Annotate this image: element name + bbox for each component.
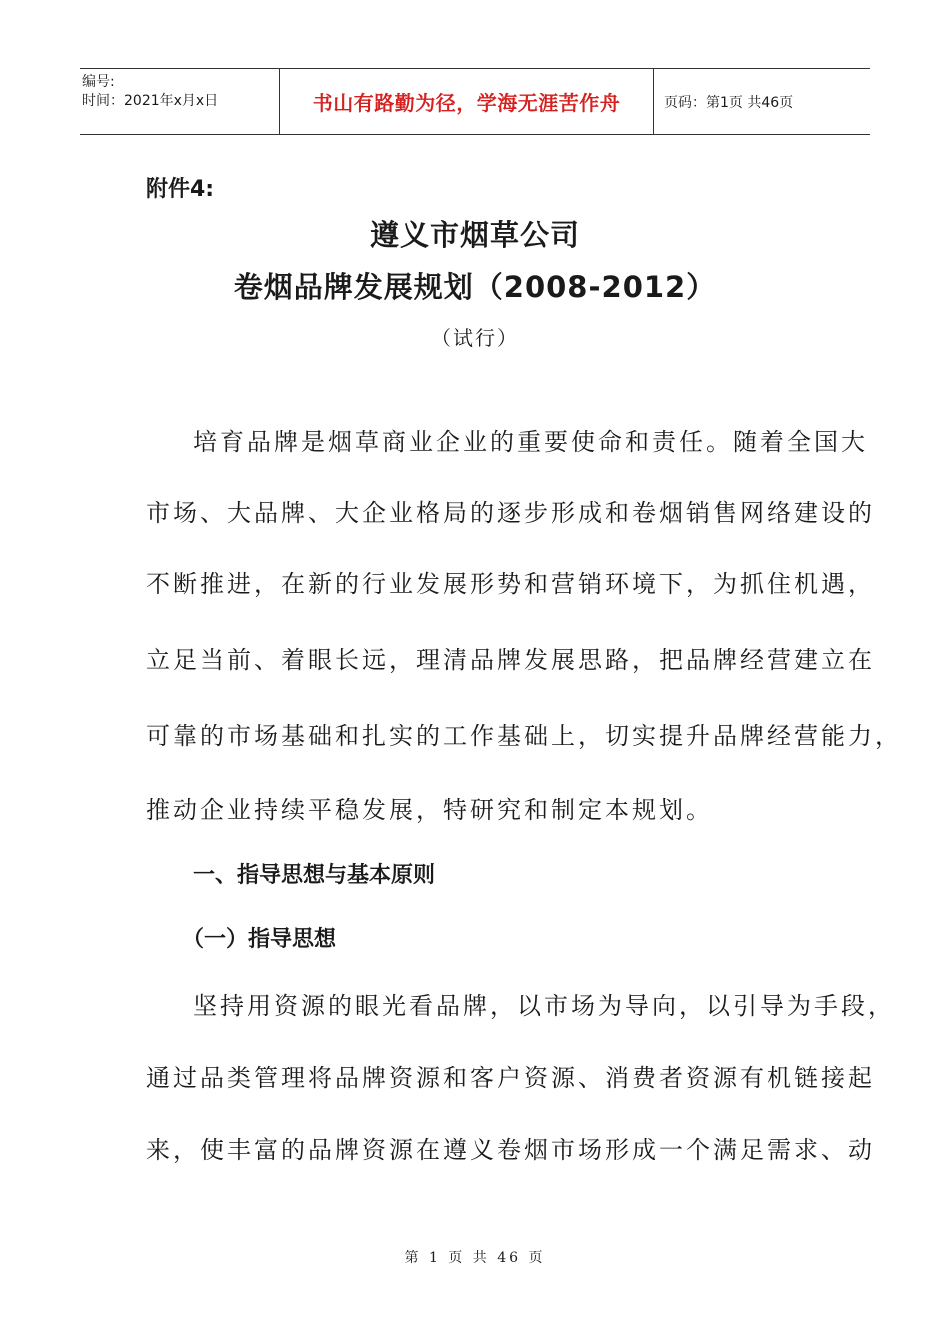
intro-line: 可靠的市场基础和扎实的工作基础上，切实提升品牌经营能力， — [146, 722, 902, 750]
trial-note: （试行） — [431, 326, 519, 350]
document-title-line1: 遵义市烟草公司 — [369, 218, 580, 252]
guide-line: 坚持用资源的眼光看品牌，以市场为导向，以引导为手段， — [193, 992, 895, 1020]
intro-line: 市场、大品牌、大企业格局的逐步形成和卷烟销售网络建设的 — [146, 499, 875, 527]
intro-line: 立足当前、着眼长远，理清品牌发展思路，把品牌经营建立在 — [146, 646, 875, 674]
intro-line: 不断推进，在新的行业发展形势和营销环境下，为抓住机遇， — [146, 570, 875, 598]
header-table — [80, 68, 870, 135]
header-motto: 书山有路勤为径，学海无涯苦作舟 — [280, 69, 654, 134]
page-footer: 第 1 页 共 46 页 — [404, 1250, 546, 1266]
guide-line: 来，使丰富的品牌资源在遵义卷烟市场形成一个满足需求、动 — [146, 1136, 875, 1164]
guide-line: 通过品类管理将品牌资源和客户资源、消费者资源有机链接起 — [146, 1064, 875, 1092]
number-label: 编号: — [82, 74, 115, 90]
attachment-label: 附件4: — [146, 177, 215, 202]
intro-line: 培育品牌是烟草商业企业的重要使命和责任。随着全国大 — [193, 428, 868, 456]
document-title-line2: 卷烟品牌发展规划（2008-2012） — [233, 270, 717, 304]
date-label: 时间：2021年x月x日 — [82, 93, 219, 109]
header-meta-cell — [80, 69, 280, 134]
section-heading: 一、指导思想与基本原则 — [193, 863, 436, 888]
subsection-heading: （一）指导思想 — [182, 927, 337, 952]
header-page-info: 页码：第1页 共46页 — [664, 94, 794, 111]
intro-line: 推动企业持续平稳发展，特研究和制定本规划。 — [146, 796, 713, 824]
